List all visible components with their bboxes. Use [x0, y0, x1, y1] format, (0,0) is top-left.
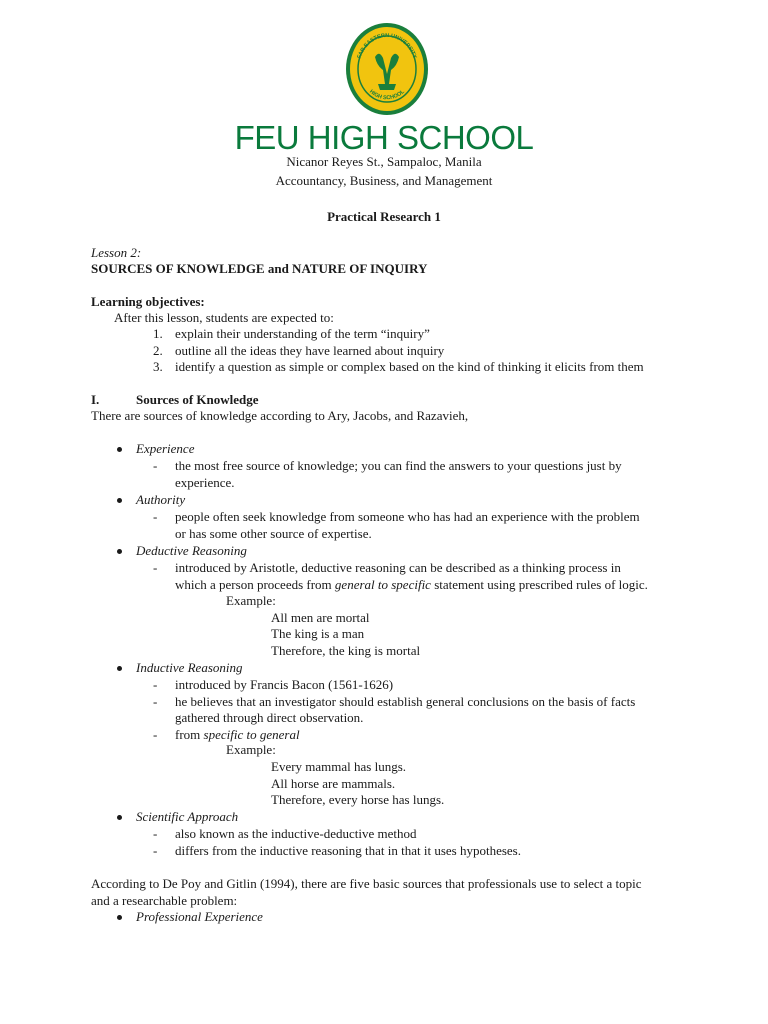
source-description — [175, 577, 648, 594]
source-description: also known as the inductive-deductive method — [175, 826, 417, 841]
example-label: Example: — [226, 742, 276, 757]
objective-number: 3. — [153, 359, 163, 374]
bullet-icon — [117, 666, 122, 671]
example-line: All horse are mammals. — [271, 776, 396, 791]
source-description: people often seek knowledge from someone who has had an experience with the problem — [175, 509, 640, 524]
text-segment-emphasis: specific to general — [203, 727, 300, 742]
objectives-intro: After this lesson, students are expected to: — [114, 310, 334, 325]
text-segment-emphasis: general to specific — [334, 577, 431, 592]
text-segment: statement using prescribed rules of logic. — [430, 577, 648, 592]
bullet-icon — [117, 549, 122, 554]
dash-icon: - — [153, 694, 158, 709]
section-intro: There are sources of knowledge according to Ary, Jacobs, and Razavieh, — [91, 408, 469, 423]
example-line: Therefore, every horse has lungs. — [271, 792, 445, 807]
feu-high-school-logo — [345, 22, 429, 116]
example-line: The king is a man — [271, 626, 365, 641]
objective-item: outline all the ideas they have learned about inquiry — [175, 343, 445, 358]
course-title: Practical Research 1 — [327, 209, 441, 224]
source-title-professional-experience: Professional Experience — [136, 909, 263, 924]
source-description: or has some other source of expertise. — [175, 526, 372, 541]
bullet-icon — [117, 498, 122, 503]
text-segment: from — [175, 727, 204, 742]
dash-icon: - — [153, 843, 158, 858]
objective-number: 1. — [153, 326, 163, 341]
objective-number: 2. — [153, 343, 163, 358]
svg-text:FAR EASTERN UNIVERSITY: FAR EASTERN UNIVERSITY — [356, 32, 418, 60]
paragraph-line: and a researchable problem: — [91, 893, 238, 908]
source-description: introduced by Aristotle, deductive reasoning can be described as a thinking process in — [175, 560, 621, 575]
dash-icon: - — [153, 560, 158, 575]
source-description: experience. — [175, 475, 235, 490]
source-title-authority: Authority — [136, 492, 186, 507]
example-line: Therefore, the king is mortal — [271, 643, 421, 658]
lesson-title: SOURCES OF KNOWLEDGE and NATURE OF INQUIRY — [91, 261, 428, 276]
lesson-label: Lesson 2: — [91, 245, 142, 260]
school-address: Nicanor Reyes St., Sampaloc, Manila — [286, 154, 482, 169]
example-label: Example: — [226, 593, 276, 608]
svg-text:HIGH SCHOOL: HIGH SCHOOL — [368, 88, 406, 102]
source-title-scientific: Scientific Approach — [136, 809, 239, 824]
paragraph-line: According to De Poy and Gitlin (1994), there are five basic sources that professionals use to select a topic — [91, 876, 642, 891]
source-description: gathered through direct observation. — [175, 710, 364, 725]
objective-item: explain their understanding of the term “inquiry” — [175, 326, 430, 341]
source-title-inductive: Inductive Reasoning — [136, 660, 243, 675]
source-description: the most free source of knowledge; you can find the answers to your questions just by — [175, 458, 622, 473]
school-name: FEU HIGH SCHOOL — [234, 119, 534, 156]
bullet-icon — [117, 815, 122, 820]
dash-icon: - — [153, 727, 158, 742]
example-line: All men are mortal — [271, 610, 370, 625]
bullet-icon — [117, 915, 122, 920]
section-number: I. — [91, 392, 100, 407]
source-description: he believes that an investigator should establish general conclusions on the basis of facts — [175, 694, 636, 709]
section-heading: Sources of Knowledge — [136, 392, 259, 407]
bullet-icon — [117, 447, 122, 452]
dash-icon: - — [153, 509, 158, 524]
dash-icon: - — [153, 677, 158, 692]
objectives-heading: Learning objectives: — [91, 294, 205, 309]
text-segment: which a person proceeds from — [175, 577, 335, 592]
source-title-deductive: Deductive Reasoning — [136, 543, 247, 558]
dash-icon: - — [153, 458, 158, 473]
source-title-experience: Experience — [136, 441, 195, 456]
dash-icon: - — [153, 826, 158, 841]
source-description: differs from the inductive reasoning that in that it uses hypotheses. — [175, 843, 521, 858]
strand-name: Accountancy, Business, and Management — [275, 173, 493, 188]
source-description: introduced by Francis Bacon (1561-1626) — [175, 677, 394, 692]
example-line: Every mammal has lungs. — [271, 759, 407, 774]
objective-item: identify a question as simple or complex based on the kind of thinking it elicits from them — [175, 359, 644, 374]
